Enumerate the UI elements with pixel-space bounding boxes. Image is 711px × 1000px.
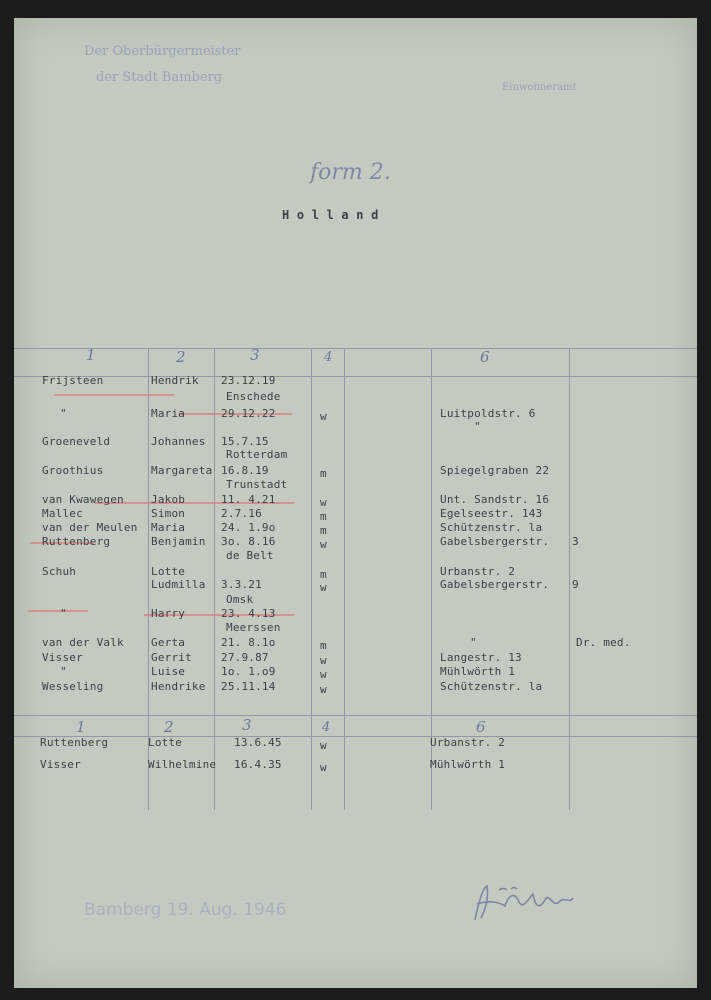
date-stamp: Bamberg 19. Aug. 1946 (84, 900, 287, 920)
cell-first-name: Jakob (151, 493, 186, 506)
cell-surname: Visser (42, 651, 83, 664)
cell-sex: w (320, 739, 327, 752)
signature-graphic (469, 880, 579, 926)
cell-sex: w (320, 538, 327, 551)
cell-surname: " (60, 407, 67, 420)
cell-surname: Frijsteen (42, 374, 104, 387)
cell-surname: " (60, 607, 67, 620)
cell-birth-place: Rotterdam (226, 448, 288, 461)
cell-first-name: Wilhelmine (148, 758, 217, 771)
cell-birth-date: 3o. 8.16 (221, 535, 276, 548)
cell-birth-place: de Belt (226, 549, 274, 562)
cell-address: Urbanstr. 2 (430, 736, 506, 749)
cell-birth-date: 3.3.21 (221, 578, 262, 591)
cell-birth-date: 2.7.16 (221, 507, 262, 520)
cell-first-name: Harry (151, 607, 186, 620)
cell-address: Unt. Sandstr. 16 (440, 493, 550, 506)
cell-sex: w (320, 683, 327, 696)
column-divider (569, 348, 570, 730)
cell-birth-date: 15.7.15 (221, 435, 269, 448)
cell-first-name: Ludmilla (151, 578, 206, 591)
cell-birth-date: 23.12.19 (221, 374, 276, 387)
cell-first-name: Lotte (148, 736, 183, 749)
cell-remark: Dr. med. (576, 636, 631, 649)
office-stamp-line2: der Stadt Bamberg (96, 70, 223, 85)
column-number: 2 (176, 348, 186, 366)
cell-birth-date: 25.11.14 (221, 680, 276, 693)
column-number: 1 (76, 718, 86, 736)
cell-sex: m (320, 510, 327, 523)
document-page (14, 18, 697, 988)
cell-sex: m (320, 467, 327, 480)
red-pencil-mark (54, 394, 174, 396)
column-divider (344, 348, 345, 730)
cell-address: Langestr. 13 (440, 651, 522, 664)
cell-address: Schützenstr. la (440, 680, 543, 693)
cell-birth-place: Omsk (226, 593, 254, 606)
column-number: 1 (86, 346, 96, 364)
red-pencil-mark (28, 610, 88, 612)
cell-birth-date: 24. 1.9o (221, 521, 276, 534)
column-number: 2 (164, 718, 174, 736)
column-number: 3 (250, 346, 260, 364)
table-rule-top (14, 348, 697, 349)
cell-birth-date: 21. 8.1o (221, 636, 276, 649)
cell-birth-date: 27.9.87 (221, 651, 269, 664)
cell-sex: m (320, 524, 327, 537)
document-title: H o l l a n d (282, 208, 379, 222)
cell-surname: Groeneveld (42, 435, 111, 448)
cell-first-name: Hendrike (151, 680, 206, 693)
cell-surname: van der Valk (42, 636, 124, 649)
column-divider (311, 348, 312, 730)
cell-surname: Mallec (42, 507, 83, 520)
cell-surname: " (60, 665, 67, 678)
department-stamp: Einwohneramt (502, 82, 577, 93)
column-divider (311, 715, 312, 810)
column-divider (431, 348, 432, 730)
column-number: 3 (242, 716, 252, 734)
cell-remark: 3 (572, 535, 579, 548)
table-rule-bottom-header (14, 736, 697, 737)
cell-birth-place: Trunstadt (226, 478, 288, 491)
cell-birth-date: 16.4.35 (234, 758, 282, 771)
cell-sex: m (320, 639, 327, 652)
cell-first-name: Hendrik (151, 374, 199, 387)
cell-sex: w (320, 410, 327, 423)
cell-birth-date: 16.8.19 (221, 464, 269, 477)
signature (469, 880, 579, 930)
cell-sex: m (320, 568, 327, 581)
cell-address: " (470, 636, 477, 649)
cell-first-name: Maria (151, 521, 186, 534)
cell-birth-date: 29.12.22 (221, 407, 276, 420)
cell-surname: Wesseling (42, 680, 104, 693)
cell-birth-date: 23. 4.13 (221, 607, 276, 620)
cell-first-name: Simon (151, 507, 186, 520)
cell-address: Egelseestr. 143 (440, 507, 543, 520)
cell-address: Gabelsbergerstr. (440, 578, 550, 591)
office-stamp-line1: Der Oberbürgermeister (84, 44, 241, 59)
cell-birth-place: Meerssen (226, 621, 281, 634)
cell-remark: 9 (572, 578, 579, 591)
cell-first-name: Maria (151, 407, 186, 420)
cell-address: Spiegelgraben 22 (440, 464, 550, 477)
cell-surname: Ruttenberg (40, 736, 109, 749)
cell-sex: w (320, 581, 327, 594)
cell-surname: Schuh (42, 565, 77, 578)
cell-surname: van Kwawegen (42, 493, 124, 506)
column-number: 6 (476, 718, 486, 736)
cell-first-name: Margareta (151, 464, 213, 477)
cell-surname: Ruttenberg (42, 535, 111, 548)
column-number: 6 (480, 348, 490, 366)
column-number: 4 (324, 350, 333, 365)
table-rule-bottom (14, 715, 697, 716)
cell-first-name: Gerrit (151, 651, 192, 664)
cell-sex: w (320, 654, 327, 667)
cell-sex: w (320, 496, 327, 509)
cell-first-name: Lotte (151, 565, 186, 578)
column-divider (344, 715, 345, 810)
cell-birth-date: 11. 4.21 (221, 493, 276, 506)
form-label: form 2. (310, 160, 391, 185)
column-divider (148, 348, 149, 730)
cell-address: " (474, 420, 481, 433)
cell-first-name: Luise (151, 665, 186, 678)
cell-first-name: Gerta (151, 636, 186, 649)
cell-birth-place: Enschede (226, 390, 281, 403)
cell-sex: w (320, 668, 327, 681)
cell-address: Schützenstr. la (440, 521, 543, 534)
table-rule-header (14, 376, 697, 377)
cell-address: Gabelsbergerstr. (440, 535, 550, 548)
column-divider (214, 348, 215, 730)
cell-surname: Groothius (42, 464, 104, 477)
cell-address: Urbanstr. 2 (440, 565, 516, 578)
cell-surname: Visser (40, 758, 81, 771)
column-divider (569, 715, 570, 810)
cell-first-name: Benjamin (151, 535, 206, 548)
cell-birth-date: 1o. 1.o9 (221, 665, 276, 678)
cell-sex: w (320, 761, 327, 774)
cell-address: Mühlwörth 1 (440, 665, 516, 678)
cell-surname: van der Meulen (42, 521, 138, 534)
cell-address: Luitpoldstr. 6 (440, 407, 536, 420)
cell-birth-date: 13.6.45 (234, 736, 282, 749)
cell-first-name: Johannes (151, 435, 206, 448)
column-number: 4 (322, 720, 331, 735)
cell-address: Mühlwörth 1 (430, 758, 506, 771)
